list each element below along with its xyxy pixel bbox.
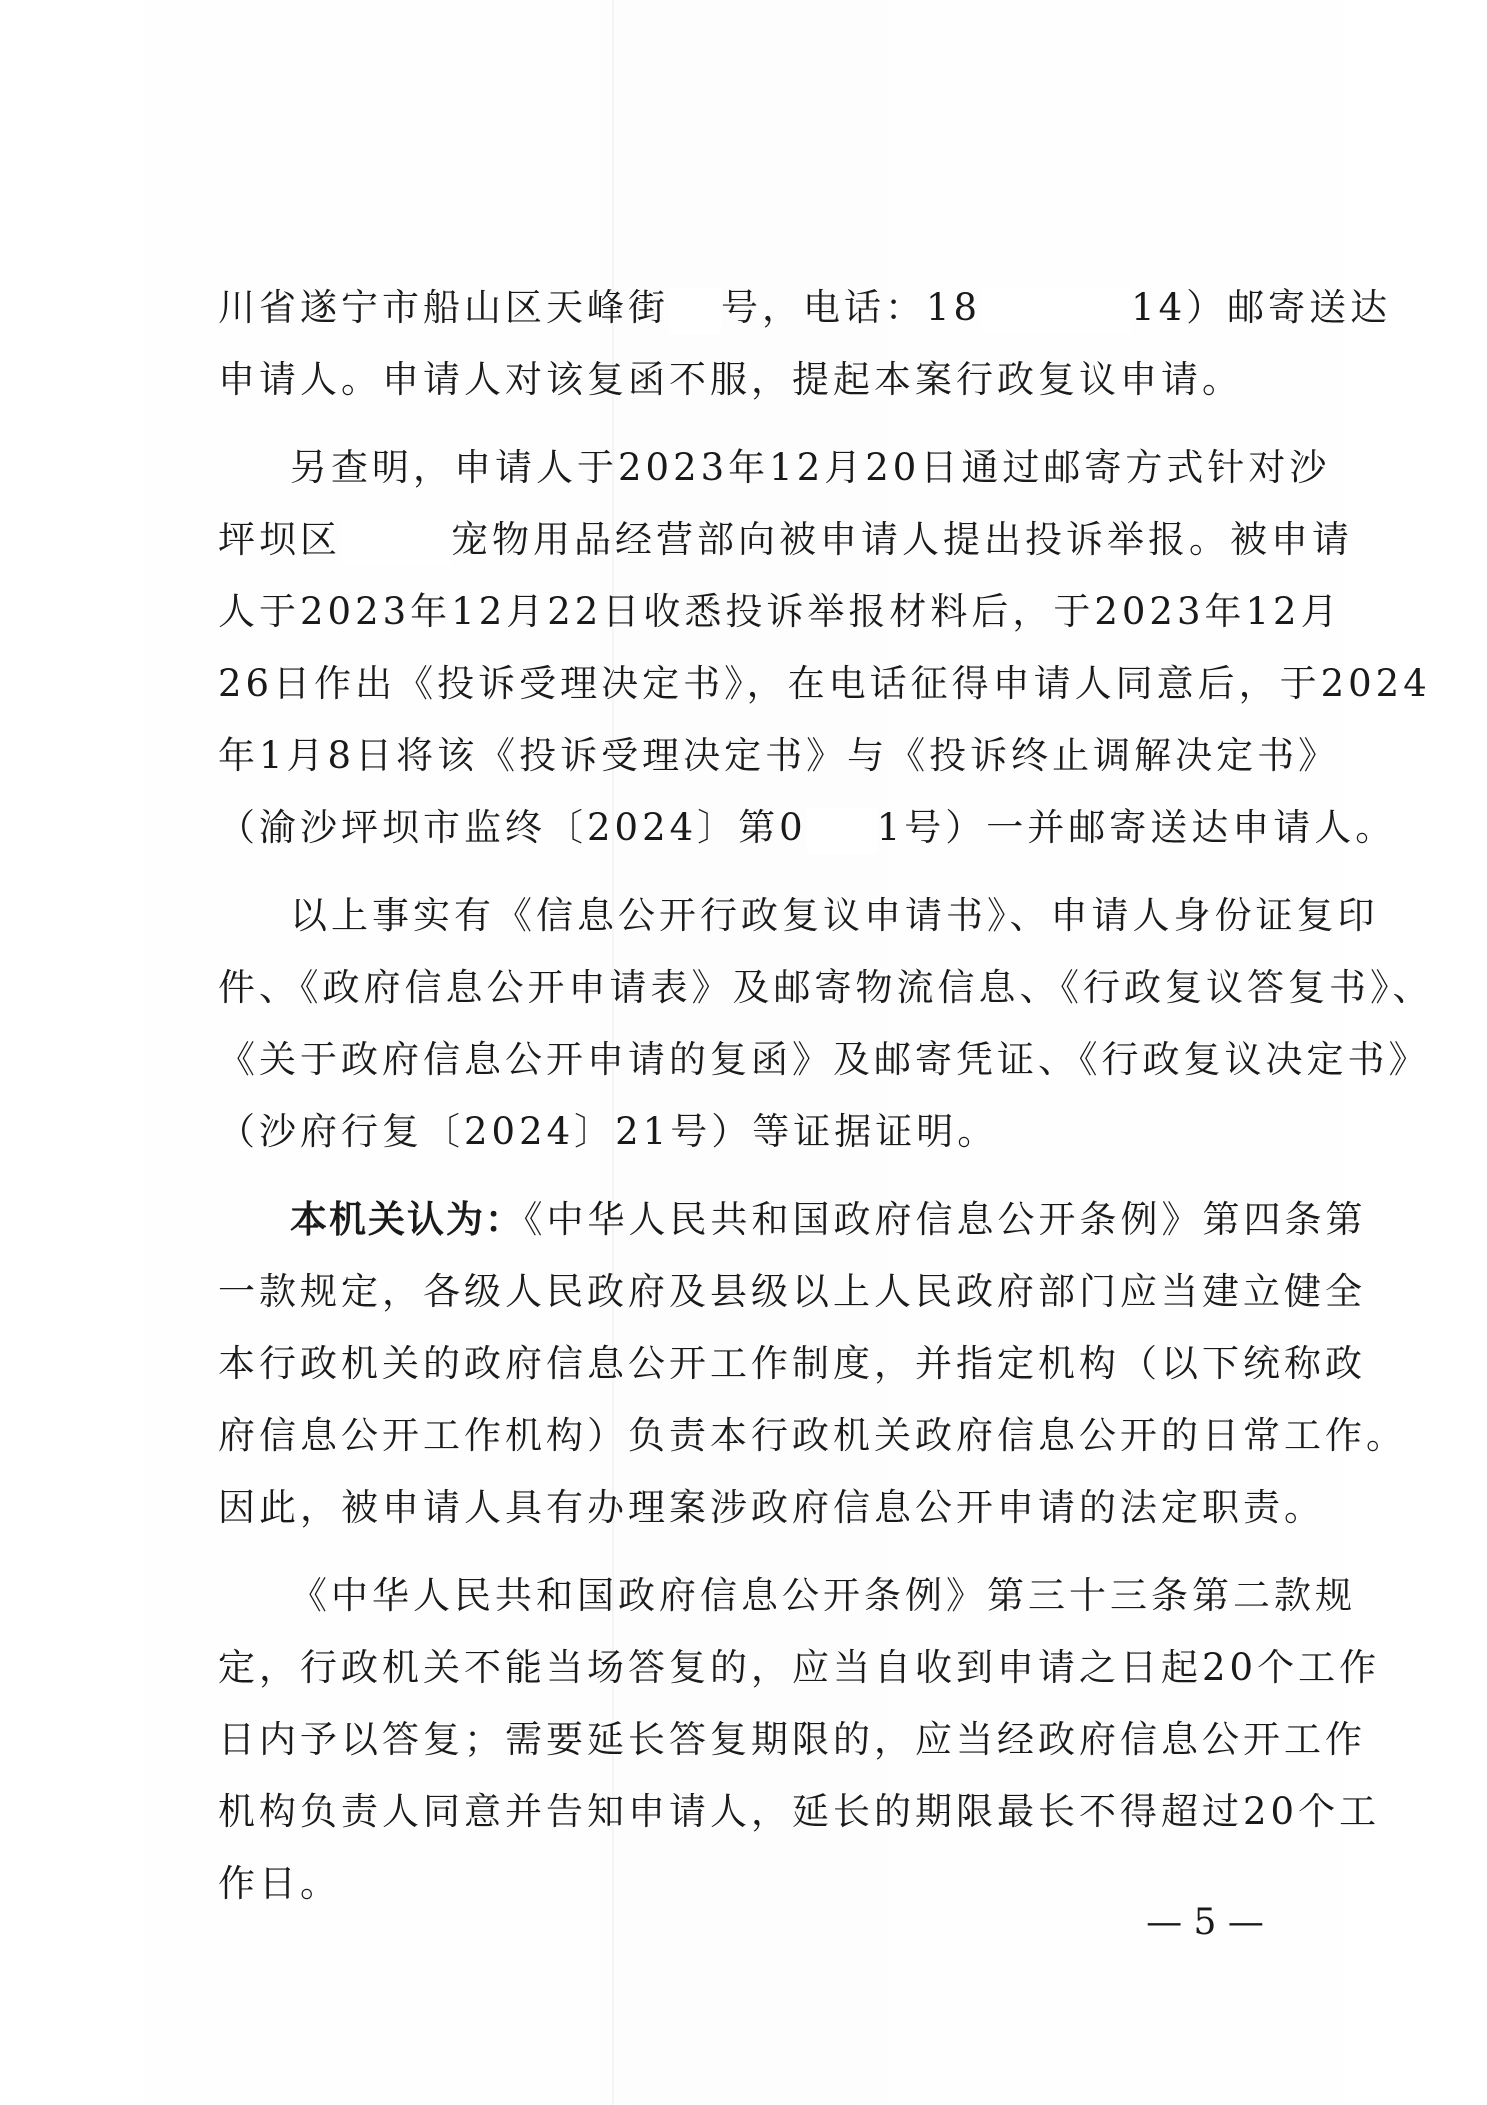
text-line-4 (218, 505, 1353, 575)
text-segment: 以上事实有《信息公开行政复议申请书》、申请人身份证复印 (290, 894, 1379, 937)
text-line-8 (218, 793, 1397, 863)
text-segment: 本行政机关的政府信息公开工作制度，并指定机构（以下统称政 (218, 1342, 1366, 1385)
bold-lead-text: 本机关认为： (290, 1198, 524, 1241)
text-segment: 定，行政机关不能当场答复的，应当自收到申请之日起20个工作 (218, 1646, 1381, 1689)
text-segment: 人于2023年12月22日收悉投诉举报材料后，于2023年12月 (218, 590, 1342, 633)
text-line-19 (218, 1633, 1381, 1703)
redacted-block (341, 520, 451, 566)
text-line-1 (218, 273, 1392, 343)
text-segment: 因此，被申请人具有办理案涉政府信息公开申请的法定职责。 (218, 1486, 1325, 1529)
text-segment: 一款规定，各级人民政府及县级以上人民政府部门应当建立健全 (218, 1270, 1366, 1313)
text-segment: 年1月8日将该《投诉受理决定书》与《投诉终止调解决定书》 (218, 734, 1340, 777)
text-line-11 (218, 1025, 1430, 1095)
text-segment: 府信息公开工作机构）负责本行政机关政府信息公开的日常工作。 (218, 1414, 1407, 1457)
text-segment: 号，电话：18 (721, 286, 982, 329)
page-number: — 5 — (1146, 1902, 1264, 1943)
text-line-2 (218, 345, 1318, 415)
text-line-15 (218, 1329, 1366, 1399)
text-line-6 (218, 649, 1431, 719)
text-line-13 (290, 1185, 1367, 1255)
text-line-5 (218, 577, 1342, 647)
text-line-3 (290, 433, 1331, 503)
text-line-7 (218, 721, 1340, 791)
redacted-block (669, 288, 721, 334)
text-line-14 (218, 1257, 1366, 1327)
text-segment: 件、《政府信息公开申请表》及邮寄物流信息、《行政复议答复书》、 (218, 966, 1434, 1009)
text-segment: 《关于政府信息公开申请的复函》及邮寄凭证、《行政复议决定书》 (218, 1038, 1430, 1081)
text-line-18 (290, 1561, 1356, 1631)
text-segment: 日内予以答复；需要延长答复期限的，应当经政府信息公开工作 (218, 1718, 1366, 1761)
text-segment: 宠物用品经营部向被申请人提出投诉举报。被申请 (451, 518, 1353, 561)
redacted-block (981, 288, 1131, 334)
text-line-20 (218, 1705, 1366, 1775)
text-segment: 坪坝区 (218, 518, 341, 561)
text-line-21 (218, 1777, 1381, 1847)
text-line-10 (218, 953, 1434, 1023)
text-line-17 (218, 1473, 1325, 1543)
text-segment: 26日作出《投诉受理决定书》，在电话征得申请人同意后，于2024 (218, 662, 1431, 705)
text-line-9 (290, 881, 1379, 951)
text-segment: 川省遂宁市船山区天峰街 (218, 286, 669, 329)
text-segment: 《中华人民共和国政府信息公开条例》第三十三条第二款规 (290, 1574, 1356, 1617)
text-segment: 作日。 (218, 1862, 341, 1905)
text-segment: （沙府行复〔2024〕21号）等证据证明。 (218, 1110, 999, 1153)
redacted-block (807, 808, 877, 854)
text-segment: 14）邮寄送达 (1131, 286, 1392, 329)
text-segment: 1号）一并邮寄送达申请人。 (876, 806, 1397, 849)
text-segment: 另查明，申请人于2023年12月20日通过邮寄方式针对沙 (290, 446, 1331, 489)
text-line-12 (218, 1097, 1318, 1167)
text-line-16 (218, 1401, 1407, 1471)
text-segment: （渝沙坪坝市监终〔2024〕第0 (218, 806, 807, 849)
text-segment: 申请人。申请人对该复函不服，提起本案行政复议申请。 (218, 358, 1243, 401)
text-segment: 机构负责人同意并告知申请人，延长的期限最长不得超过20个工 (218, 1790, 1381, 1833)
text-segment: 《中华人民共和国政府信息公开条例》第四条第 (524, 1198, 1367, 1241)
